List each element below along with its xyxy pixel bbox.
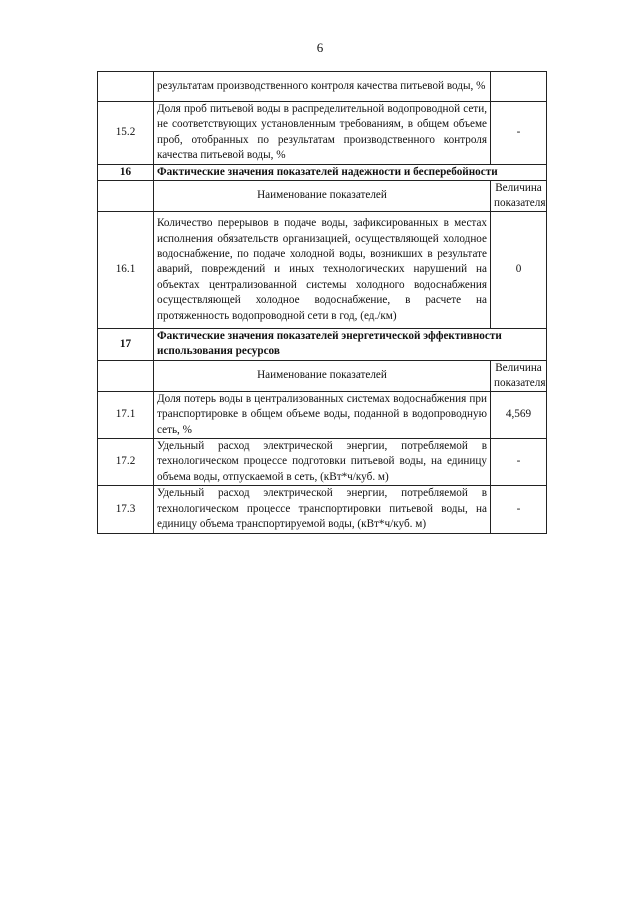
header-name: Наименование показателей [154, 181, 491, 212]
table-row-16-1 [98, 212, 547, 329]
table-row-17-1 [98, 391, 547, 438]
row-number: 17.3 [98, 486, 154, 533]
header-row-17 [98, 360, 547, 391]
row-description: Доля проб питьевой воды в распределительной водопроводной сети, не соответствующих установленным требованиям, в общем объеме проб, отобранных по результатам производственного контроля качества питьевой воды, % [154, 102, 491, 165]
row-description: Удельный расход электрической энергии, потребляемой в технологическом процессе транспортировки питьевой воды, на единицу объема транспортируемой воды, (кВт*ч/куб. м) [154, 486, 491, 533]
row-number: 16.1 [98, 212, 154, 329]
row-number [98, 72, 154, 102]
row-value: - [491, 102, 547, 165]
header-name: Наименование показателей [154, 360, 491, 391]
row-value: 0 [491, 212, 547, 329]
header-value: Величина показателя [491, 181, 547, 212]
table-row-continuation [98, 72, 547, 102]
indicators-table [97, 71, 547, 534]
row-description: Доля потерь воды в централизованных системах водоснабжения при транспортировке в общем объеме воды, поданной в водопроводную сеть, % [154, 391, 491, 438]
section-title: Фактические значения показателей надежности и бесперебойности [154, 164, 547, 180]
header-empty-cell [98, 181, 154, 212]
header-row-16 [98, 181, 547, 212]
row-number: 17.2 [98, 439, 154, 486]
row-description: Удельный расход электрической энергии, потребляемой в технологическом процессе подготовки питьевой воды, на единицу объема воды, отпускаемой в сеть, (кВт*ч/куб. м) [154, 439, 491, 486]
section-row-16 [98, 164, 547, 180]
row-value [491, 72, 547, 102]
section-title: Фактические значения показателей энергетической эффективности использования ресурсов [154, 329, 547, 361]
section-number: 16 [98, 164, 154, 180]
row-description: Количество перерывов в подаче воды, зафиксированных в местах исполнения обязательств организацией, осуществляющей холодное водоснабжение, по подаче холодной воды, возникших в результате аварий, повреждений и иных технологических нарушений на объектах централизованной системы холодного водоснабжения осуществляющей холодное водоснабжение, в расчете на протяженность водопроводной сети в год, (ед./км) [154, 212, 491, 329]
row-number: 15.2 [98, 102, 154, 165]
row-number: 17.1 [98, 391, 154, 438]
header-value: Величина показателя [491, 360, 547, 391]
row-value: - [491, 439, 547, 486]
row-description: результатам производственного контроля качества питьевой воды, % [154, 72, 491, 102]
table-row-17-2 [98, 439, 547, 486]
table-row-15-2 [98, 102, 547, 165]
section-number: 17 [98, 329, 154, 361]
row-value: - [491, 486, 547, 533]
table-row-17-3 [98, 486, 547, 533]
header-empty-cell [98, 360, 154, 391]
section-row-17 [98, 329, 547, 361]
page-number: 6 [316, 40, 324, 55]
row-value: 4,569 [491, 391, 547, 438]
